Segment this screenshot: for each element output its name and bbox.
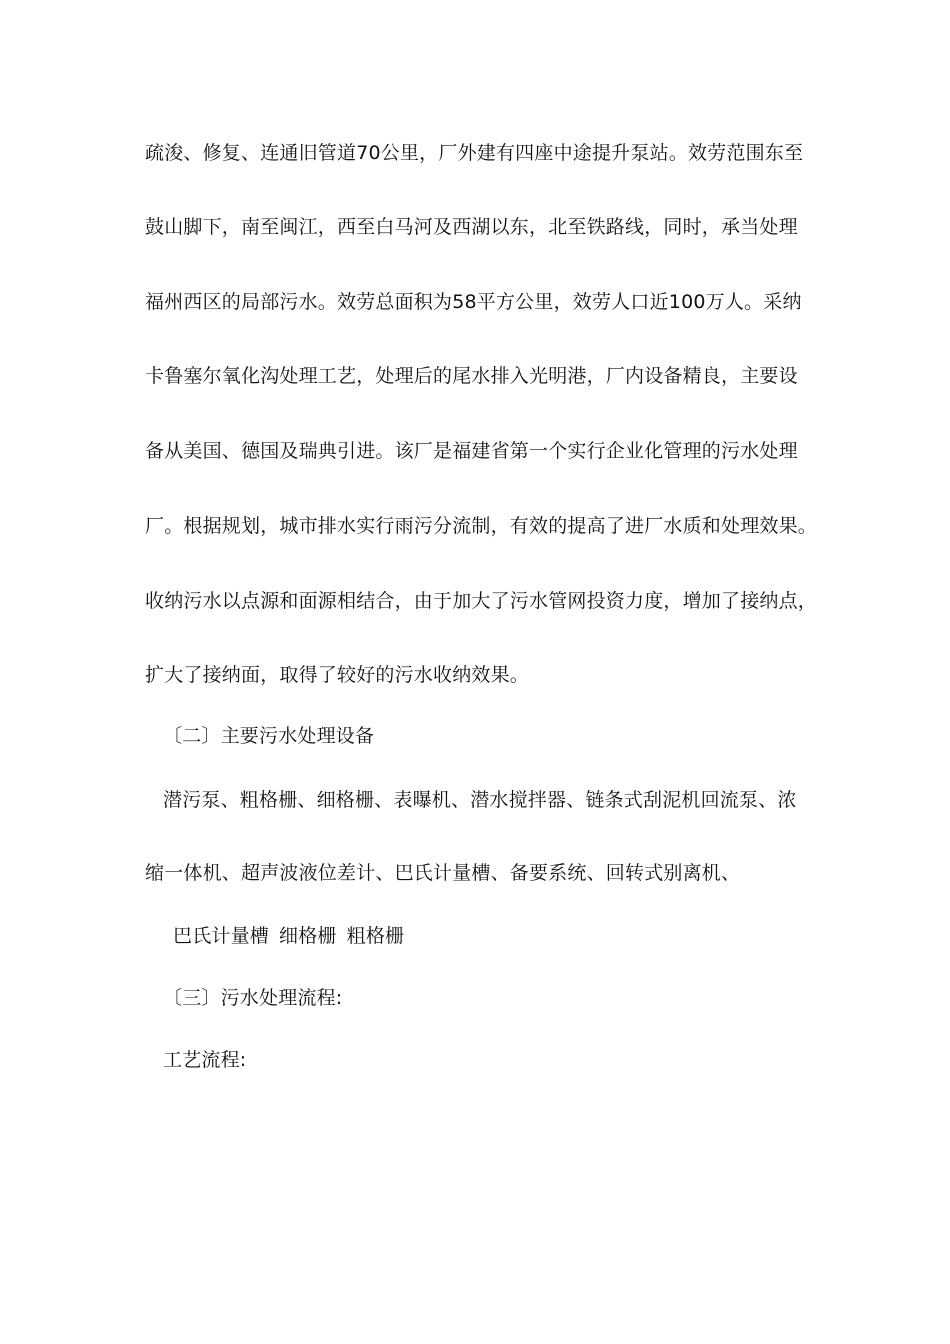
section-heading-process: 〔三〕污水处理流程: — [163, 987, 343, 1009]
equipment-item: 巴氏计量槽 — [173, 925, 270, 947]
paragraph-line: 疏浚、修复、连通旧管道70公里，厂外建有四座中途提升泵站。效劳范围东至 — [145, 142, 804, 164]
paragraph-line: 厂。根据规划，城市排水实行雨污分流制，有效的提高了进厂水质和处理效果。 — [145, 515, 818, 537]
paragraph-line: 鼓山脚下，南至闽江，西至白马河及西湖以东，北至铁路线，同时，承当处理 — [145, 216, 798, 238]
section-heading-equipment: 〔二〕主要污水处理设备 — [163, 725, 375, 747]
paragraph-line: 卡鲁塞尔氧化沟处理工艺，处理后的尾水排入光明港，厂内设备精良，主要设 — [145, 365, 798, 387]
paragraph-line: 备从美国、德国及瑞典引进。该厂是福建省第一个实行企业化管理的污水处理 — [145, 440, 798, 462]
equipment-line: 潜污泵、粗格栅、细格栅、表曝机、潜水搅拌器、链条式刮泥机回流泵、浓 — [163, 789, 797, 811]
equipment-line: 缩一体机、超声波液位差计、巴氏计量槽、备要系统、回转式别离机、 — [145, 862, 741, 884]
equipment-item: 细格栅 — [279, 925, 337, 947]
process-label: 工艺流程: — [163, 1049, 247, 1071]
equipment-item: 粗格栅 — [346, 925, 405, 947]
paragraph-line: 扩大了接纳面，取得了较好的污水收纳效果。 — [145, 664, 530, 686]
paragraph-line: 收纳污水以点源和面源相结合，由于加大了污水管网投资力度，增加了接纳点， — [145, 590, 818, 612]
paragraph-line: 福州西区的局部污水。效劳总面积为58平方公里，效劳人口近100万人。采纳 — [145, 291, 802, 313]
equipment-items-row — [173, 923, 843, 949]
